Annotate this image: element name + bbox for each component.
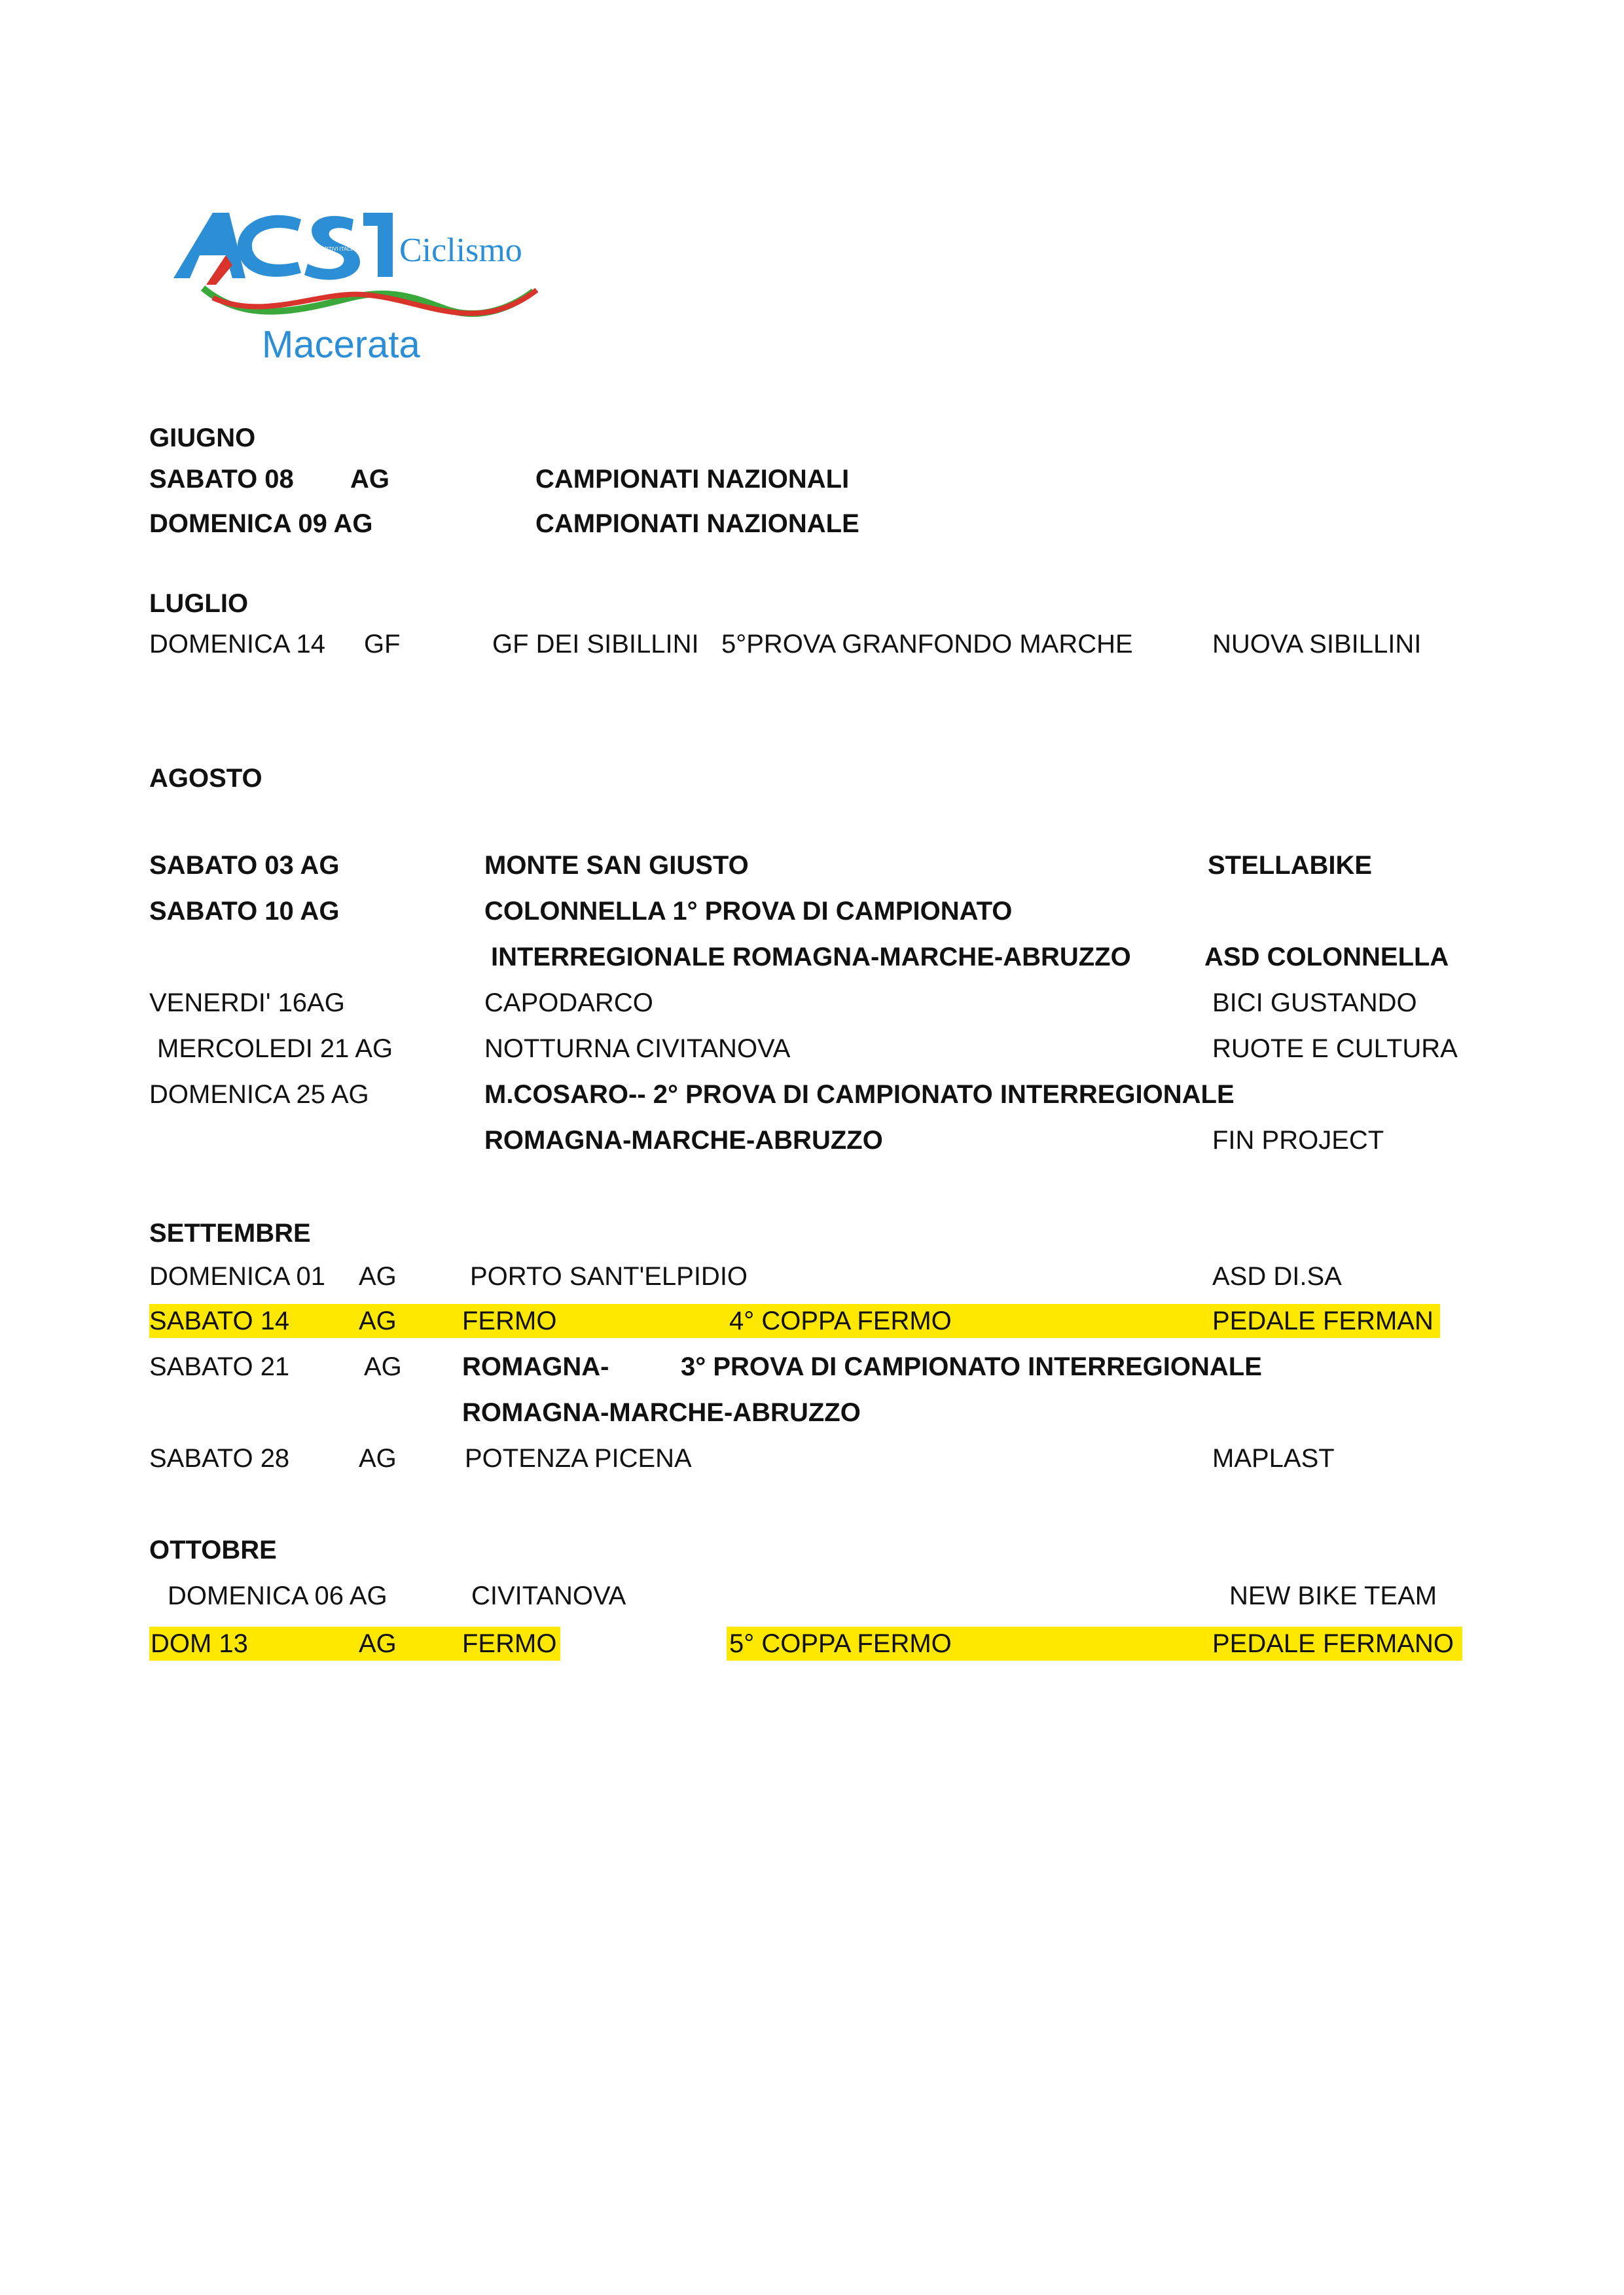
organizer: PEDALE FERMAN (1212, 1307, 1434, 1335)
day: DOMENICA 09 AG (149, 509, 373, 538)
logo-city: Macerata (262, 323, 420, 366)
day: SABATO 21 (149, 1352, 290, 1381)
event: ROMAGNA- (462, 1352, 609, 1381)
organizer: NEW BIKE TEAM (1229, 1581, 1437, 1610)
acsi-logo (167, 200, 547, 370)
event: POTENZA PICENA (465, 1444, 692, 1473)
event: CIVITANOVA (471, 1581, 626, 1610)
day: DOMENICA 01 (149, 1262, 325, 1291)
organizer: PEDALE FERMANO (1212, 1629, 1454, 1658)
svg-text:ASSOCIAZIONE CENTRI SPORTIVI I: ASSOCIAZIONE CENTRI SPORTIVI ITALIANI (252, 246, 361, 252)
day: MERCOLEDI 21 AG (157, 1034, 393, 1063)
type: AG (359, 1262, 397, 1291)
day: DOMENICA 25 AG (149, 1080, 369, 1109)
event: COLONNELLA 1° PROVA DI CAMPIONATO (484, 897, 1013, 926)
day: SABATO 14 (149, 1307, 290, 1335)
event: MONTE SAN GIUSTO (484, 851, 749, 880)
event-line2: ROMAGNA-MARCHE-ABRUZZO (462, 1398, 861, 1427)
event-detail: 5°PROVA GRANFONDO MARCHE (721, 630, 1133, 659)
type: AG (359, 1444, 397, 1473)
type: AG (350, 465, 389, 494)
event: CAMPIONATI NAZIONALE (535, 509, 859, 538)
organizer: BICI GUSTANDO (1212, 988, 1417, 1017)
event-detail: 5° COPPA FERMO (729, 1629, 952, 1658)
event: M.COSARO-- 2° PROVA DI CAMPIONATO INTERREGIONALE (484, 1080, 1235, 1109)
day: DOM 13 (151, 1629, 248, 1658)
day: DOMENICA 14 (149, 630, 325, 659)
organizer: ASD COLONNELLA (1204, 943, 1449, 971)
type: AG (359, 1629, 397, 1658)
event: NOTTURNA CIVITANOVA (484, 1034, 791, 1063)
day: SABATO 03 AG (149, 851, 340, 880)
event-detail: 4° COPPA FERMO (729, 1307, 952, 1335)
event-line2: INTERREGIONALE ROMAGNA-MARCHE-ABRUZZO (491, 943, 1131, 971)
type: GF (364, 630, 401, 659)
month-heading: GIUGNO (149, 424, 256, 452)
organizer: NUOVA SIBILLINI (1212, 630, 1422, 659)
organizer: FIN PROJECT (1212, 1126, 1384, 1155)
organizer: STELLABIKE (1208, 851, 1373, 880)
day: SABATO 10 AG (149, 897, 340, 926)
logo-subtitle: Ciclismo (399, 232, 522, 269)
day: VENERDI' 16AG (149, 988, 345, 1017)
event: CAMPIONATI NAZIONALI (535, 465, 850, 494)
event: FERMO (462, 1307, 557, 1335)
organizer: RUOTE E CULTURA (1212, 1034, 1458, 1063)
type: AG (359, 1307, 397, 1335)
month-heading: SETTEMBRE (149, 1219, 311, 1248)
month-heading: LUGLIO (149, 589, 249, 618)
event: FERMO (462, 1629, 557, 1658)
event-detail: 3° PROVA DI CAMPIONATO INTERREGIONALE (681, 1352, 1262, 1381)
day: SABATO 08 (149, 465, 294, 494)
organizer: MAPLAST (1212, 1444, 1335, 1473)
day: SABATO 28 (149, 1444, 290, 1473)
event: PORTO SANT'ELPIDIO (470, 1262, 748, 1291)
event-line2: ROMAGNA-MARCHE-ABRUZZO (484, 1126, 883, 1155)
month-heading: AGOSTO (149, 764, 262, 793)
event: GF DEI SIBILLINI (492, 630, 699, 659)
day: DOMENICA 06 AG (168, 1581, 388, 1610)
month-heading: OTTOBRE (149, 1536, 277, 1564)
event: CAPODARCO (484, 988, 653, 1017)
organizer: ASD DI.SA (1212, 1262, 1342, 1291)
type: AG (364, 1352, 402, 1381)
